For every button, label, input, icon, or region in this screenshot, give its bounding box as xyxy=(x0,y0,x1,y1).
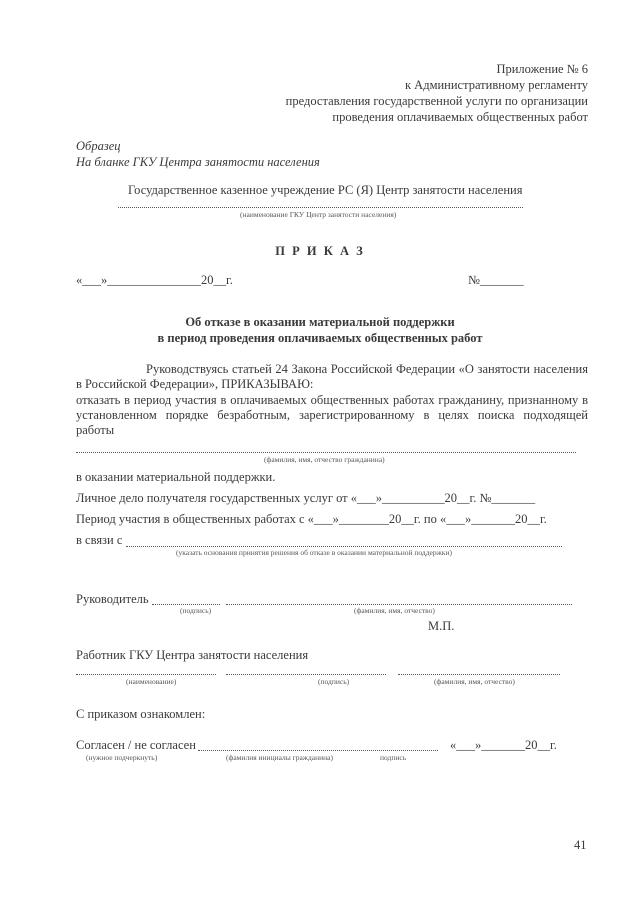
director-sign-line xyxy=(152,604,220,605)
order-number: №_______ xyxy=(468,273,524,287)
worker-fio-line xyxy=(398,674,560,675)
reason-caption: (указать основания принятия решения об отказе в оказании материальной поддержки) xyxy=(176,548,452,557)
reason-line xyxy=(126,546,562,547)
worker-fio-caption: (фамилия, имя, отчество) xyxy=(434,677,515,686)
heading-line-2: в период проведения оплачиваемых общественных работ xyxy=(157,331,483,345)
worker-sign-line xyxy=(226,674,386,675)
agree-caption-1: (нужное подчеркнуть) xyxy=(86,753,158,762)
stamp-mark: М.П. xyxy=(428,619,455,633)
fio-caption: (фамилия, имя, отчество гражданина) xyxy=(264,455,385,464)
personal-file: Личное дело получателя государственных услуг от «___»__________20__г. №_______ xyxy=(76,491,536,505)
order-title: П Р И К А З xyxy=(275,244,365,258)
agree-caption-2: (фамилия инициалы гражданина) xyxy=(226,753,333,762)
appendix-line-1: Приложение № 6 xyxy=(496,62,588,76)
agree-text: Согласен / не согласен xyxy=(76,738,196,752)
body-intro: Руководствуясь статьей 24 Закона Российской Федерации «О занятости населения в Российской Федерации», ПРИКАЗЫВАЮ: xyxy=(76,362,588,391)
page-number: 41 xyxy=(574,838,587,852)
institution-name: Государственное казенное учреждение РС (Я) Центр занятости населения xyxy=(128,183,523,197)
agree-line xyxy=(198,750,438,751)
order-date: «___»_______________20__г. xyxy=(76,273,233,287)
institution-line xyxy=(118,207,523,208)
director-label: Руководитель xyxy=(76,592,149,606)
sample-blank: На бланке ГКУ Центра занятости населения xyxy=(76,155,320,169)
acquaint-label: С приказом ознакомлен: xyxy=(76,707,206,721)
institution-caption: (наименование ГКУ Центр занятости населения) xyxy=(240,210,397,219)
appendix-line-3: предоставления государственной услуги по организации xyxy=(285,94,588,108)
agree-caption-3: подпись xyxy=(380,753,407,762)
appendix-line-4: проведения оплачиваемых общественных работ xyxy=(332,110,588,124)
reason-label: в связи с xyxy=(76,533,123,547)
appendix-line-2: к Административному регламенту xyxy=(404,78,588,92)
acquaint-date: «___»_______20__г. xyxy=(450,738,557,752)
director-sign-caption: (подпись) xyxy=(180,606,212,615)
support-text: в оказании материальной поддержки. xyxy=(76,470,276,484)
worker-sign-caption: (подпись) xyxy=(318,677,350,686)
sample-label: Образец xyxy=(76,139,121,153)
body-refuse: отказать в период участия в оплачиваемых общественных работах гражданину, признанному в установленном порядке безработным, зарегистрированному в целях поиска подходящей работы xyxy=(76,393,588,437)
worker-label: Работник ГКУ Центра занятости населения xyxy=(76,648,309,662)
heading-line-1: Об отказе в оказании материальной поддержки xyxy=(185,315,455,329)
worker-pos-line xyxy=(76,674,216,675)
period-text: Период участия в общественных работах с «___»________20__г. по «___»_______20__г. xyxy=(76,512,547,526)
director-fio-caption: (фамилия, имя, отчество) xyxy=(354,606,435,615)
worker-pos-caption: (наименование) xyxy=(126,677,177,686)
director-fio-line xyxy=(226,604,572,605)
fio-line xyxy=(76,452,576,453)
